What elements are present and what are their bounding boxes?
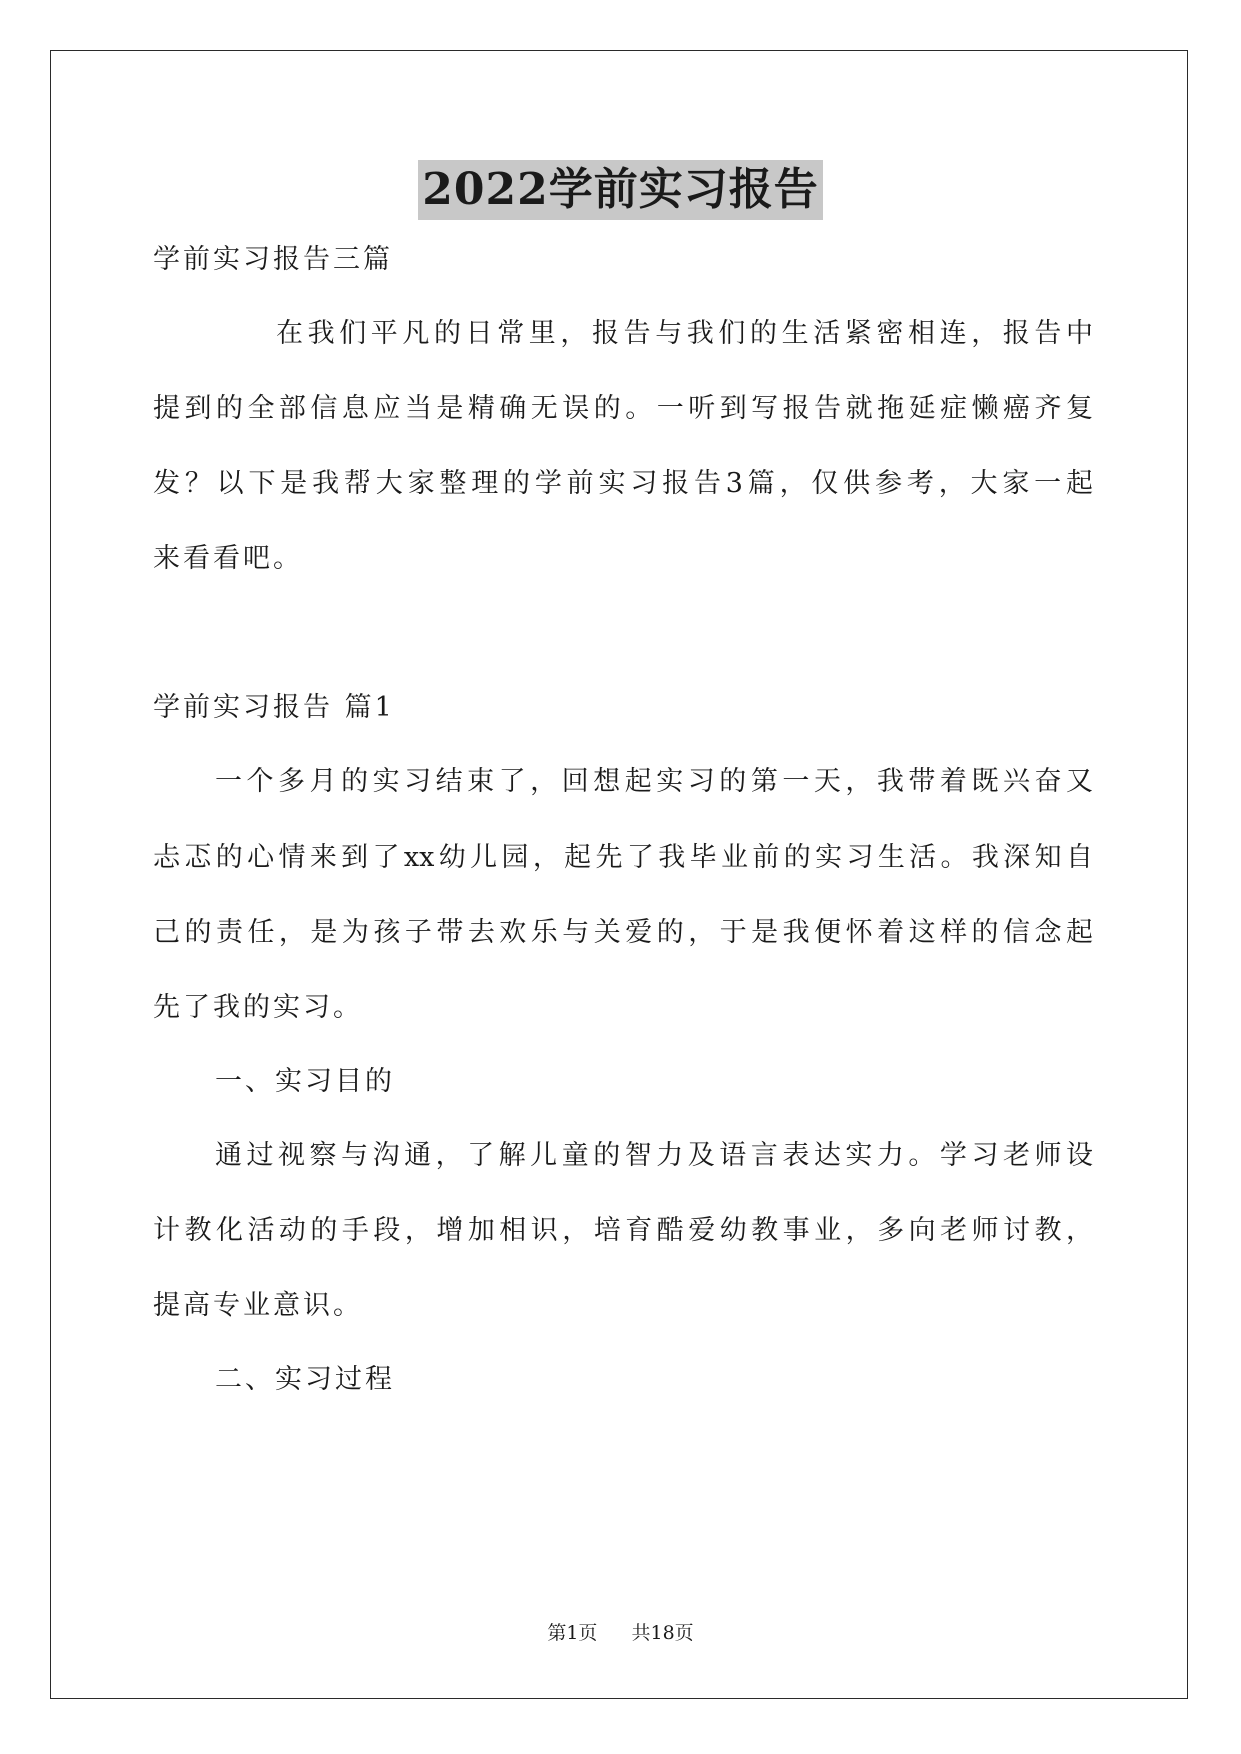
intro-line-4: 来看看吧。 xyxy=(153,543,303,574)
goal-line-2: 计教化活动的手段，增加相识，培育酷爱幼教事业，多向老师讨教， xyxy=(153,1215,1093,1246)
page-footer xyxy=(0,1620,1241,1646)
heading-goal: 一、实习目的 xyxy=(215,1066,395,1097)
intro-line-1: 在我们平凡的日常里，报告与我们的生活紧密相连，报告中 xyxy=(276,318,1093,349)
section-line-2: 忐忑的心情来到了xx幼儿园，起先了我毕业前的实习生活。我深知自 xyxy=(153,842,1093,873)
intro-line-2: 提到的全部信息应当是精确无误的。一听到写报告就拖延症懒癌齐复 xyxy=(153,393,1093,424)
section-heading: 学前实习报告 篇1 xyxy=(153,692,395,723)
total-pages: 共18页 xyxy=(631,1622,694,1644)
goal-line-3: 提高专业意识。 xyxy=(153,1290,363,1321)
intro-line-3: 发？以下是我帮大家整理的学前实习报告3篇，仅供参考，大家一起 xyxy=(153,468,1093,499)
section-line-4: 先了我的实习。 xyxy=(153,992,363,1023)
section-line-3: 己的责任，是为孩子带去欢乐与关爱的，于是我便怀着这样的信念起 xyxy=(153,917,1093,948)
subtitle: 学前实习报告三篇 xyxy=(153,244,393,275)
page-number: 第1页 xyxy=(547,1622,598,1644)
goal-line-1: 通过视察与沟通，了解儿童的智力及语言表达实力。学习老师设 xyxy=(215,1140,1093,1171)
title-container xyxy=(0,160,1241,220)
document-title: 2022学前实习报告 xyxy=(418,160,822,220)
heading-process: 二、实习过程 xyxy=(215,1364,395,1395)
section-line-1: 一个多月的实习结束了，回想起实习的第一天，我带着既兴奋又 xyxy=(215,766,1093,797)
